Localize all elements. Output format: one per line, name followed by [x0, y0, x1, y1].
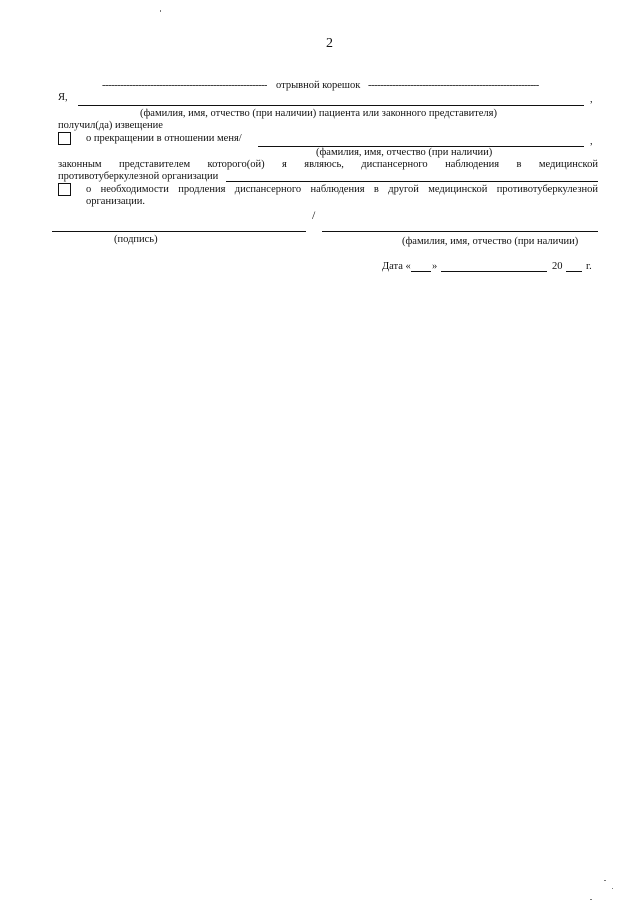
option1-comma: ,: [590, 136, 593, 147]
termination-text: о прекращении в отношении меня/: [86, 133, 242, 144]
tear-off-dashes-left: -------------------------------------------------------: [102, 80, 267, 91]
organization-label: противотуберкулезной организации: [58, 171, 219, 182]
signature-field[interactable]: [52, 231, 306, 232]
legal-word: я: [282, 159, 287, 170]
tear-off-label: отрывной корешок: [276, 80, 361, 91]
extension-word: противотуберкулезной: [496, 184, 598, 195]
signer-name-caption: (фамилия, имя, отчество (при наличии): [402, 236, 579, 247]
represented-name-caption: (фамилия, имя, отчество (при наличии): [316, 147, 493, 158]
scan-speck: [590, 899, 592, 900]
line1-comma: ,: [590, 94, 593, 105]
scan-speck: [160, 10, 161, 12]
page-number: 2: [326, 36, 333, 51]
legal-word: в: [516, 159, 522, 170]
termination-checkbox[interactable]: [58, 132, 71, 145]
i-label: Я,: [58, 92, 68, 103]
signature-slash: /: [312, 208, 316, 222]
date-year-field[interactable]: [566, 271, 582, 272]
extension-word: о: [86, 184, 92, 195]
legal-word: являюсь,: [304, 159, 344, 170]
extension-word: продления: [178, 184, 226, 195]
date-year-prefix: 20: [552, 261, 563, 272]
signature-caption: (подпись): [114, 234, 158, 245]
date-label: Дата «: [382, 261, 411, 272]
signer-name-field[interactable]: [322, 231, 598, 232]
scan-speck: [604, 880, 606, 881]
legal-word: диспансерного: [361, 159, 428, 170]
organization-field[interactable]: [226, 181, 598, 182]
extension-checkbox[interactable]: [58, 183, 71, 196]
legal-word: законным: [58, 159, 102, 170]
legal-representative-line: [58, 159, 598, 170]
extension-text-line1: [86, 184, 598, 195]
received-notice: получил(да) извещение: [58, 120, 163, 131]
extension-word: медицинской: [428, 184, 488, 195]
extension-word: необходимости: [100, 184, 169, 195]
extension-word: диспансерного: [234, 184, 302, 195]
date-month-field[interactable]: [441, 271, 547, 272]
legal-word: представителем: [118, 159, 191, 170]
date-day-field[interactable]: [411, 271, 431, 272]
extension-word: наблюдения: [310, 184, 365, 195]
extension-word: другой: [388, 184, 419, 195]
tear-off-dashes-right: ---------------------------------------------------------: [368, 80, 539, 91]
extension-word: в: [373, 184, 379, 195]
legal-word: медицинской: [538, 159, 598, 170]
legal-word: наблюдения: [445, 159, 500, 170]
scan-speck: [612, 888, 613, 889]
legal-word: которого(ой): [207, 159, 265, 170]
patient-name-caption: (фамилия, имя, отчество (при наличии) пациента или законного представителя): [140, 108, 497, 119]
date-close-quote: »: [432, 261, 438, 272]
patient-name-field[interactable]: [78, 105, 584, 106]
date-year-suffix: г.: [586, 261, 592, 272]
extension-text-line2: организации.: [86, 196, 145, 207]
